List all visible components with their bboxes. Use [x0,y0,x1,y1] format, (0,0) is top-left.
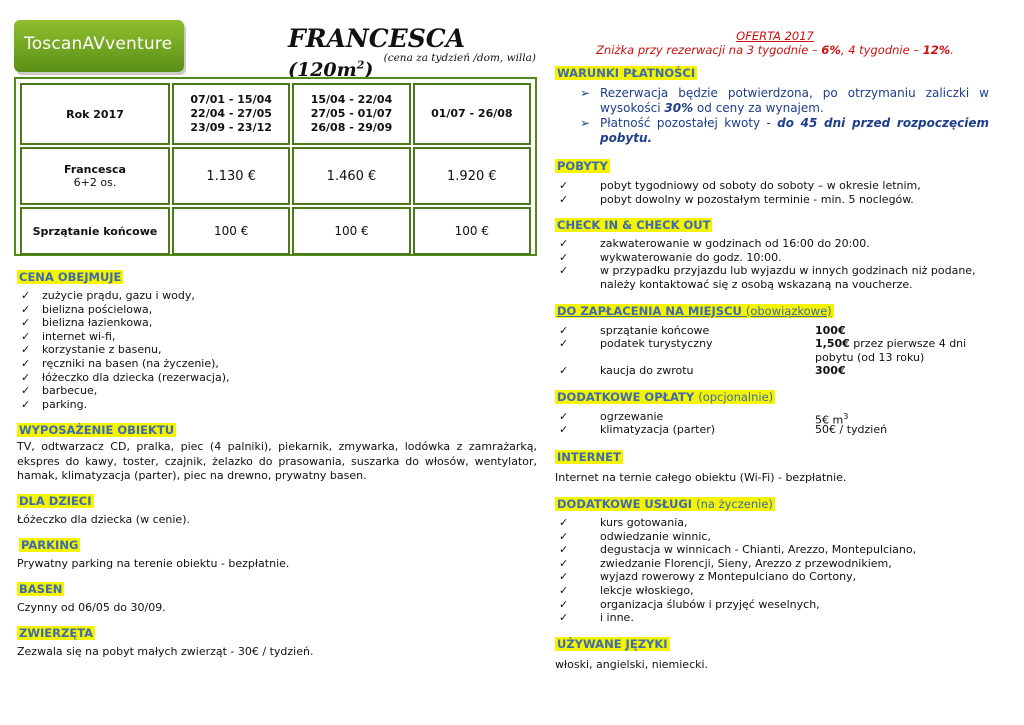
section-heading: INTERNET [557,449,621,464]
heading-text: DO ZAPŁACENIA NA MIEJSCU [557,303,742,318]
list-item: ✓ internet wi-fi, [17,330,537,344]
price-cell: 100 € [413,207,531,255]
offer-part: , 4 tygodnie – [840,43,923,57]
period-cell: 15/04 - 22/04 27/05 - 01/07 26/08 - 29/09 [292,83,410,145]
offer-part: 6% [821,43,841,57]
title-text: FRANCESCA [288,24,466,53]
offer-part: . [950,43,954,57]
item-value: 50€ / tydzień [815,423,888,437]
list-item: ✓ lekcje włoskiego, [555,584,989,598]
price-cell: 1.130 € [172,147,290,205]
list-item: ✓ korzystanie z basenu, [17,343,537,357]
list-item: ✓ pobyt tygodniowy od soboty do soboty – w okresie letnim, [555,179,989,193]
list-item: ✓ bielizna łazienkowa, [17,316,537,330]
miejscu-list [555,324,989,378]
section-heading [555,304,834,318]
area-sup: 2 [356,58,365,72]
item-label: klimatyzacja (parter) [600,423,716,437]
check-list [555,237,989,291]
list-item: ✓ zużycie prądu, gazu i wody, [17,289,537,303]
row-label-cell: Sprzątanie końcowe [20,207,170,255]
area-value: (120m [288,59,357,81]
section-heading: UŻYWANE JĘZYKI [557,636,668,651]
text-part: do 45 dni przed rozpoczęciem pobytu. [600,116,989,145]
price-cell: 1.920 € [413,147,531,205]
right-column [555,66,989,672]
basen-text: Czynny od 06/05 do 30/09. [17,600,166,614]
internet-text: Internet na ternie całego obiektu (Wi-Fi) - bezpłatnie. [555,470,847,484]
offer-text [560,43,990,57]
section-heading: ZWIERZĘTA [19,625,94,640]
list-item: ✓ w przypadku przyjazdu lub wyjazdu w innych godzinach niż podane, należy kontaktować się z osobą wskazaną na voucherze. [555,264,989,291]
row-label: Francesca [64,163,126,176]
pobyty-list [555,179,989,206]
heading-note: (na życzenie) [696,496,773,511]
cena-list [17,289,537,411]
list-item: ✓ parking. [17,398,537,412]
text-part: od ceny za wynajem. [693,101,824,115]
uslugi-list [555,516,989,625]
price-cell: 1.460 € [292,147,410,205]
logo-text: ToscanAVventure [24,34,173,54]
offer-part: 12% [922,43,951,57]
list-item: ✓ kurs gotowania, [555,516,989,530]
heading-note: (opcjonalnie) [698,389,774,404]
warunki-list [555,86,989,146]
section-heading: WYPOSAŻENIE OBIEKTU [19,423,175,438]
period-cell: 07/01 - 15/04 22/04 - 27/05 23/09 - 23/12 [172,83,290,145]
list-item [555,423,989,437]
list-item: ✓ barbecue, [17,384,537,398]
offer-box [560,29,990,57]
text-part: Płatność pozostałej kwoty - [600,116,778,130]
list-item: ✓ degustacja w winnicach - Chianti, Arezzo, Montepulciano, [555,543,989,557]
area-close: ) [364,59,374,81]
year-cell: Rok 2017 [20,83,170,145]
heading-text: DODATKOWE USŁUGI [557,496,693,511]
dzieci-text: Łóżeczko dla dziecka (w cenie). [17,512,190,526]
oplaty-list [555,410,989,437]
section-heading: PARKING [21,537,79,552]
text-part: 30% [664,101,694,115]
list-item: ✓ bielizna pościelowa, [17,303,537,317]
item-value: 300€ [815,364,846,378]
list-item [555,337,989,364]
offer-part: Zniżka przy rezerwacji na 3 tygodnie – [596,43,822,57]
item-label: kaucja do zwrotu [600,364,694,378]
left-column [17,270,537,659]
list-item [555,116,989,146]
section-heading: CHECK IN & CHECK OUT [557,218,711,233]
section-heading: POBYTY [557,159,608,173]
text-part: Rezerwacja będzie potwierdzona, po otrzymaniu zaliczki w wysokości [600,86,989,115]
heading-note: (obowiązkowe) [745,303,832,318]
item-label: podatek turystyczny [600,337,713,351]
section-heading [555,497,775,511]
item-label: sprzątanie końcowe [600,323,710,337]
item-value: 100€ [815,323,846,337]
list-item: ✓ organizacja ślubów i przyjęć weselnych, [555,598,989,612]
period-cell: 01/07 - 26/08 [413,83,531,145]
row-label-cell [20,147,170,205]
section-heading: WARUNKI PŁATNOŚCI [557,66,696,80]
zwierzeta-text: Zezwala się na pobyt małych zwierząt - 30€ / tydzień. [17,644,314,658]
item-detail: pobytu (od 13 roku) [815,350,925,364]
section-heading: BASEN [19,581,63,596]
list-item: ✓ łóżeczko dla dziecka (rezerwacja), [17,371,537,385]
item-label: ogrzewanie [600,409,664,423]
section-heading [555,390,775,404]
list-item [555,86,989,116]
list-item [555,409,989,427]
wyposazenie-text: TV, odtwarzacz CD, pralka, piec (4 palniki), piekarnik, zmywarka, lodówka z zamrażarką, ekspres do kawy, toster, czajnik, żelazko do prasowania, suszarka do włosów, wentylator, hamak, klimatyzacja (parter), piec na drewno, prywatny basen. [17,440,537,483]
row-sublabel: 6+2 os. [73,176,117,189]
list-item: ✓ odwiedzanie winnic, [555,530,989,544]
item-detail: przez pierwsze 4 dni [849,337,967,351]
parking-text: Prywatny parking na terenie obiektu - bezpłatnie. [17,556,290,570]
section-heading: DLA DZIECI [19,493,92,508]
list-item [555,364,989,378]
list-item: ✓ zwiedzanie Florencji, Sieny, Arezzo z przewodnikiem, [555,557,989,571]
list-item: ✓ zakwaterowanie w godzinach od 16:00 do 20:00. [555,237,989,251]
list-item: ✓ i inne. [555,611,989,625]
item-amount: 1,50€ [815,337,850,351]
price-cell: 100 € [172,207,290,255]
list-item: ✓ wykwaterowanie do godz. 10:00. [555,251,989,265]
offer-title: OFERTA 2017 [736,29,814,43]
heading-text: DODATKOWE OPŁATY [557,389,695,404]
item-amount: 5€ m [815,413,844,427]
price-cell: 100 € [292,207,410,255]
logo [14,20,184,72]
list-item: ✓ wyjazd rowerowy z Montepulciano do Cortony, [555,570,989,584]
section-heading: CENA OBEJMUJE [19,270,122,284]
price-table [14,77,537,256]
page-subtitle: (cena za tydzień /dom, willa) [383,52,536,64]
jezyki-text: włoski, angielski, niemiecki. [555,657,709,671]
list-item: ✓ ręczniki na basen (na życzenie), [17,357,537,371]
list-item: ✓ pobyt dowolny w pozostałym terminie - min. 5 noclegów. [555,193,989,207]
item-value [815,337,966,364]
list-item [555,324,989,338]
item-sup: 3 [843,411,849,421]
